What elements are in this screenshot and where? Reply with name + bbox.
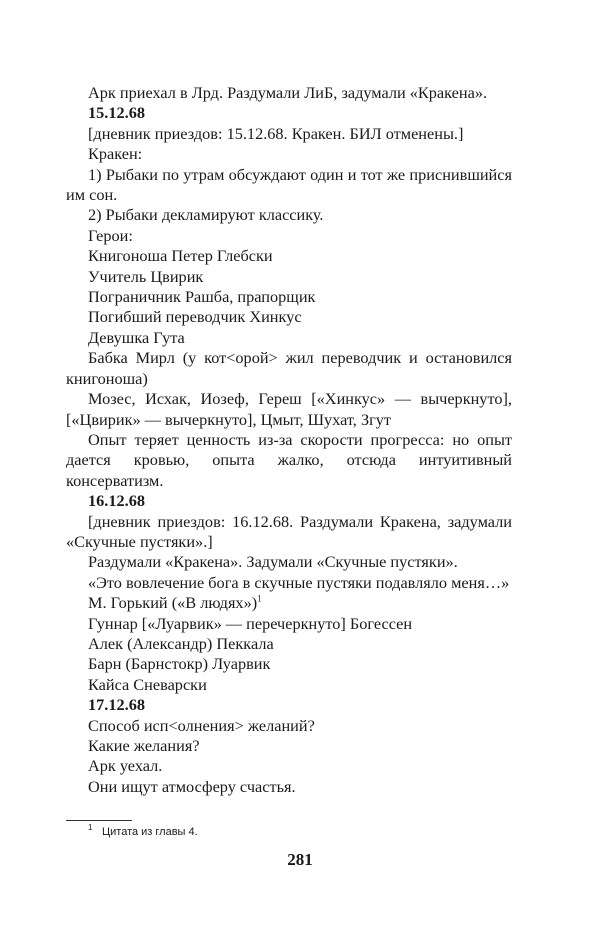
- quote-source: М. Горький («В людях»): [88, 593, 258, 613]
- paragraph: [дневник приездов: 15.12.68. Кракен. БИЛ отменены.]: [88, 123, 464, 143]
- paragraph: Арк приехал в Лрд. Раздумали ЛиБ, задумали «Кракена».: [88, 83, 488, 102]
- character-line: Барн (Барнстокр) Луарвик: [88, 654, 271, 674]
- character-line: Алек (Александр) Пеккала: [88, 633, 274, 653]
- paragraph: Какие желания?: [88, 736, 200, 755]
- date-heading: 16.12.68: [88, 491, 145, 511]
- character-line: Погибший переводчик Хинкус: [88, 307, 302, 327]
- page-number: 281: [287, 850, 313, 869]
- date-heading: 17.12.68: [88, 695, 145, 715]
- character-line: Книгоноша Петер Глебски: [88, 246, 273, 266]
- paragraph: Раздумали «Кракена». Задумали «Скучные пустяки».: [88, 552, 458, 572]
- footnote-reference: 1: [257, 593, 262, 604]
- paragraph: Они ищут атмосферу счастья.: [88, 776, 296, 796]
- character-line: Бабка Мирл (у кот<орой> жил переводчик и остановился книгоноша): [66, 348, 512, 388]
- footnote: 1 Цитата из главы 4.: [88, 823, 198, 838]
- footnote-divider: [66, 820, 132, 821]
- paragraph: Кракен:: [88, 144, 143, 164]
- paragraph: Опыт теряет ценность из-за скорости прогресса: но опыт дается кровью, опыта жалко, отсюда интуитивный консерватизм.: [66, 429, 512, 490]
- character-line: Пограничник Рашба, прапорщик: [88, 287, 316, 307]
- page-body: [66, 83, 512, 797]
- character-line: Мозес, Исхак, Иозеф, Гереш [«Хинкус» — вычеркнуто], [«Цвирик» — вычеркнуто], Цмыт, Шухат, Згут: [66, 389, 512, 429]
- footnote-text: Цитата из главы 4.: [102, 826, 198, 838]
- paragraph: Герои:: [88, 225, 133, 245]
- paragraph: 1) Рыбаки по утрам обсуждают один и тот же приснившийся им сон.: [66, 164, 512, 205]
- character-line: Кайса Сневарски: [88, 674, 207, 694]
- paragraph: 2) Рыбаки декламируют классику.: [88, 205, 324, 225]
- quote: «Это вовлечение бога в скучные пустяки подавляло меня…»: [88, 572, 510, 592]
- character-line: Учитель Цвирик: [88, 266, 204, 286]
- date-heading: 15.12.68: [88, 103, 145, 123]
- quote-attribution: [66, 593, 512, 613]
- character-line: Девушка Гута: [88, 327, 185, 347]
- paragraph: [дневник приездов: 16.12.68. Раздумали Кракена, задумали «Скучные пустяки».]: [66, 511, 512, 551]
- paragraph: Способ исп<олнения> желаний?: [88, 715, 315, 735]
- character-line: Гуннар [«Луарвик» — перечеркнуто] Богессен: [88, 613, 413, 633]
- paragraph: Арк уехал.: [88, 756, 163, 776]
